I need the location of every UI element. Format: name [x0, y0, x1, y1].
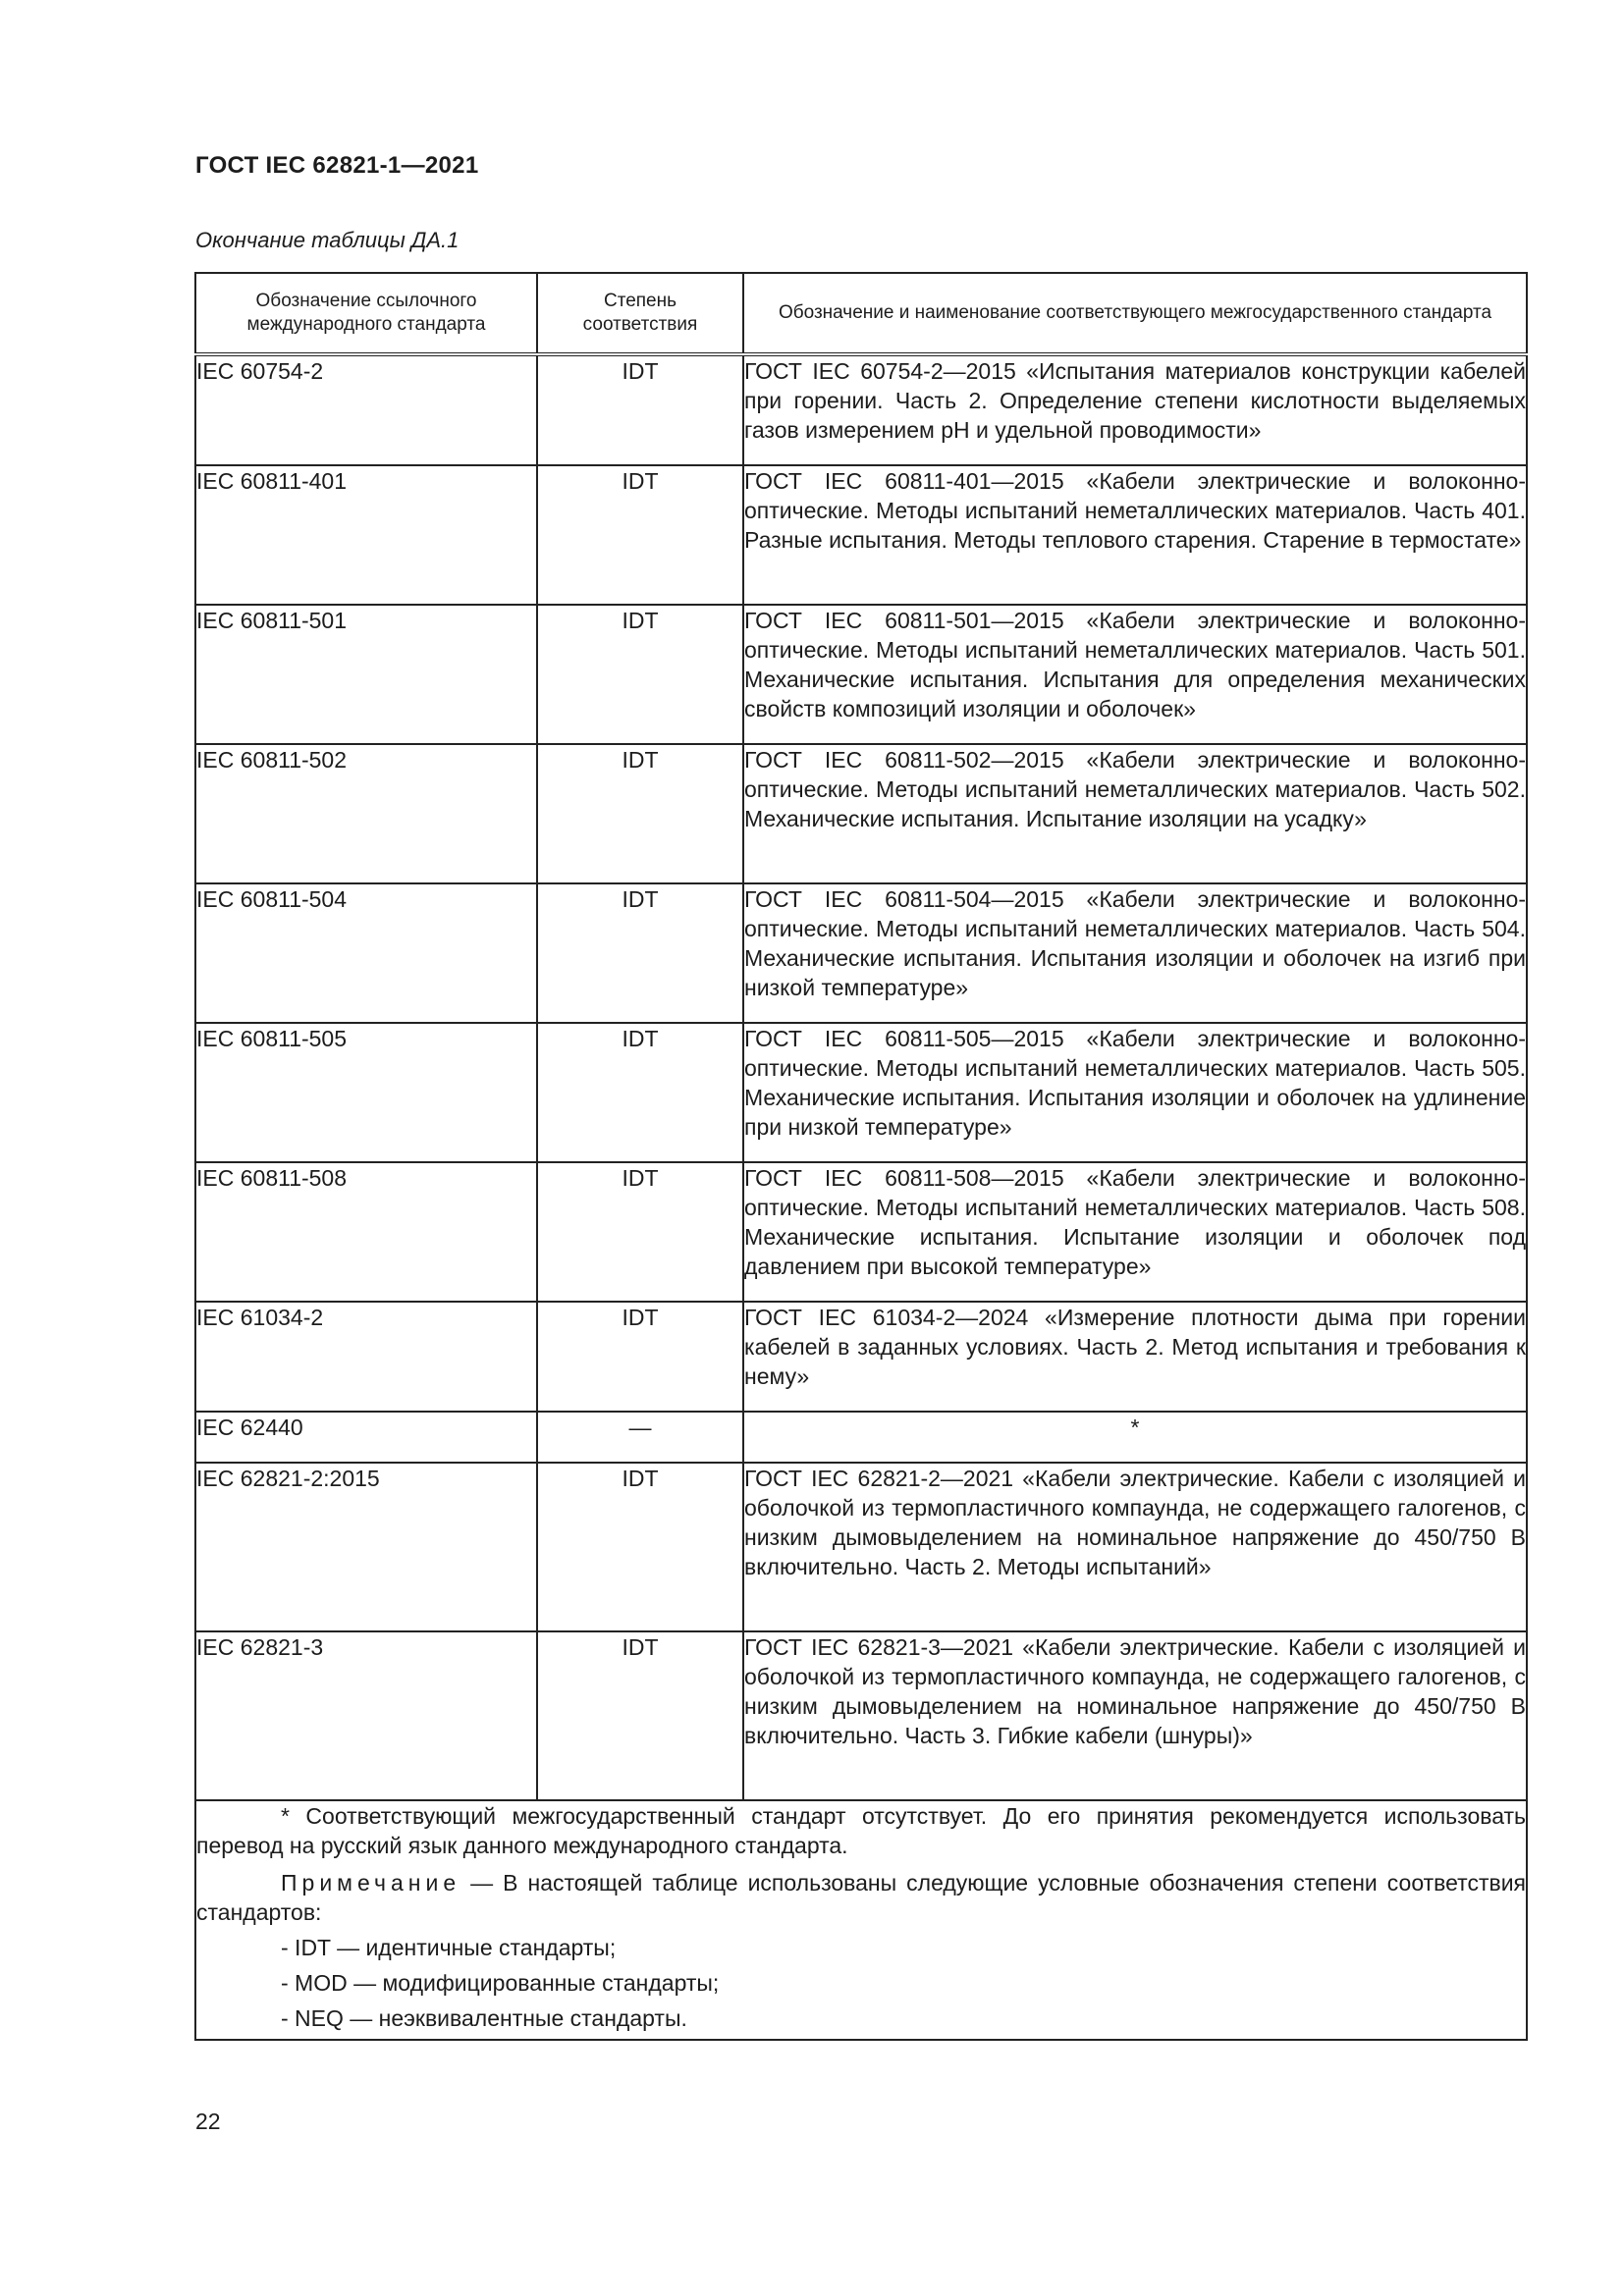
reference-standard-cell: IEC 62440 — [195, 1412, 537, 1463]
standards-table — [194, 272, 1528, 2041]
interstate-standard-cell: ГОСТ IEC 61034-2—2024 «Измерение плотности дыма при горении кабелей в заданных условиях. Часть 2. Метод испытания и требования к нему» — [743, 1302, 1527, 1412]
table-row — [195, 883, 1527, 1023]
page-number: 22 — [195, 2109, 221, 2134]
reference-standard-cell: IEC 60811-501 — [195, 605, 537, 744]
interstate-standard-cell: ГОСТ IEC 62821-2—2021 «Кабели электрические. Кабели с изоляцией и оболочкой из термопластичного компаунда, не содержащего галогенов, с низким дымовыделением на номинальное напряжение до 450/750 В включительно. Часть 2. Методы испытаний» — [743, 1463, 1527, 1631]
degree-cell: IDT — [537, 1631, 743, 1800]
interstate-standard-cell: ГОСТ IEC 60754-2—2015 «Испытания материалов конструкции кабелей при горении. Часть 2. Определение степени кислотности выделяемых газов измерением pH и удельной проводимости» — [743, 354, 1527, 465]
reference-standard-cell: IEC 60811-401 — [195, 465, 537, 605]
note-paragraph — [196, 1868, 1526, 1927]
document-code-header: ГОСТ IEC 62821-1—2021 — [195, 152, 479, 179]
table-header-row — [195, 273, 1527, 354]
interstate-standard-cell: ГОСТ IEC 60811-502—2015 «Кабели электрические и волоконно-оптические. Методы испытаний неметаллических материалов. Часть 502. Механические испытания. Испытание изоляции на усадку» — [743, 744, 1527, 883]
interstate-standard-cell: * — [743, 1412, 1527, 1463]
table-row — [195, 1023, 1527, 1162]
interstate-standard-cell: ГОСТ IEC 60811-505—2015 «Кабели электрические и волоконно-оптические. Методы испытаний неметаллических материалов. Часть 505. Механические испытания. Испытания изоляции и оболочек на удлинение при низкой температуре» — [743, 1023, 1527, 1162]
note-list-item: - MOD — модифицированные стандарты; — [281, 1970, 720, 1996]
table-footnote-cell — [195, 1800, 1527, 2040]
degree-cell: IDT — [537, 605, 743, 744]
table-row — [195, 1162, 1527, 1302]
reference-standard-cell: IEC 60754-2 — [195, 354, 537, 465]
table-row — [195, 1302, 1527, 1412]
note-text: — В настоящей таблице использованы следующие условные обозначения степени соответствия стандартов: — [196, 1870, 1526, 1925]
degree-cell: IDT — [537, 1162, 743, 1302]
column-header-reference: Обозначение ссылочного международного стандарта — [195, 273, 537, 354]
interstate-standard-cell: ГОСТ IEC 62821-3—2021 «Кабели электрические. Кабели с изоляцией и оболочкой из термопластичного компаунда, не содержащего галогенов, с низким дымовыделением на номинальное напряжение до 450/750 В включительно. Часть 3. Гибкие кабели (шнуры)» — [743, 1631, 1527, 1800]
standards-table-container — [194, 272, 1526, 2041]
reference-standard-cell: IEC 60811-504 — [195, 883, 537, 1023]
reference-standard-cell: IEC 61034-2 — [195, 1302, 537, 1412]
table-row — [195, 744, 1527, 883]
interstate-standard-cell: ГОСТ IEC 60811-508—2015 «Кабели электрические и волоконно-оптические. Методы испытаний неметаллических материалов. Часть 508. Механические испытания. Испытание изоляции и оболочек под давлением при высокой температуре» — [743, 1162, 1527, 1302]
reference-standard-cell: IEC 62821-2:2015 — [195, 1463, 537, 1631]
note-list — [196, 1933, 1526, 2033]
note-list-item: - NEQ — неэквивалентные стандарты. — [281, 2005, 687, 2031]
table-row — [195, 465, 1527, 605]
reference-standard-cell: IEC 62821-3 — [195, 1631, 537, 1800]
table-footnote-row — [195, 1800, 1527, 2040]
column-header-degree: Степень соответствия — [537, 273, 743, 354]
note-list-item: - IDT — идентичные стандарты; — [281, 1935, 617, 1960]
table-row — [195, 354, 1527, 465]
degree-cell: IDT — [537, 465, 743, 605]
note-label: Примечание — [281, 1870, 461, 1896]
reference-standard-cell: IEC 60811-508 — [195, 1162, 537, 1302]
column-header-standard: Обозначение и наименование соответствующего межгосударственного стандарта — [743, 273, 1527, 354]
degree-cell: IDT — [537, 744, 743, 883]
interstate-standard-cell: ГОСТ IEC 60811-504—2015 «Кабели электрические и волоконно-оптические. Методы испытаний неметаллических материалов. Часть 504. Механические испытания. Испытания изоляции и оболочек на изгиб при низкой температуре» — [743, 883, 1527, 1023]
degree-cell: IDT — [537, 1463, 743, 1631]
table-row — [195, 605, 1527, 744]
degree-cell: IDT — [537, 1023, 743, 1162]
table-row — [195, 1631, 1527, 1800]
interstate-standard-cell: ГОСТ IEC 60811-401—2015 «Кабели электрические и волоконно-оптические. Методы испытаний неметаллических материалов. Часть 401. Разные испытания. Методы теплового старения. Старение в термостате» — [743, 465, 1527, 605]
degree-cell: IDT — [537, 354, 743, 465]
footnote-text: * Соответствующий межгосударственный стандарт отсутствует. До его принятия рекомендуется использовать перевод на русский язык данного международного стандарта. — [196, 1803, 1526, 1858]
table-row — [195, 1463, 1527, 1631]
reference-standard-cell: IEC 60811-502 — [195, 744, 537, 883]
table-caption: Окончание таблицы ДА.1 — [195, 228, 460, 252]
interstate-standard-cell: ГОСТ IEC 60811-501—2015 «Кабели электрические и волоконно-оптические. Методы испытаний неметаллических материалов. Часть 501. Механические испытания. Испытания для определения механических свойств композиций изоляции и оболочек» — [743, 605, 1527, 744]
degree-cell: IDT — [537, 883, 743, 1023]
reference-standard-cell: IEC 60811-505 — [195, 1023, 537, 1162]
degree-cell: — — [537, 1412, 743, 1463]
table-row — [195, 1412, 1527, 1463]
degree-cell: IDT — [537, 1302, 743, 1412]
